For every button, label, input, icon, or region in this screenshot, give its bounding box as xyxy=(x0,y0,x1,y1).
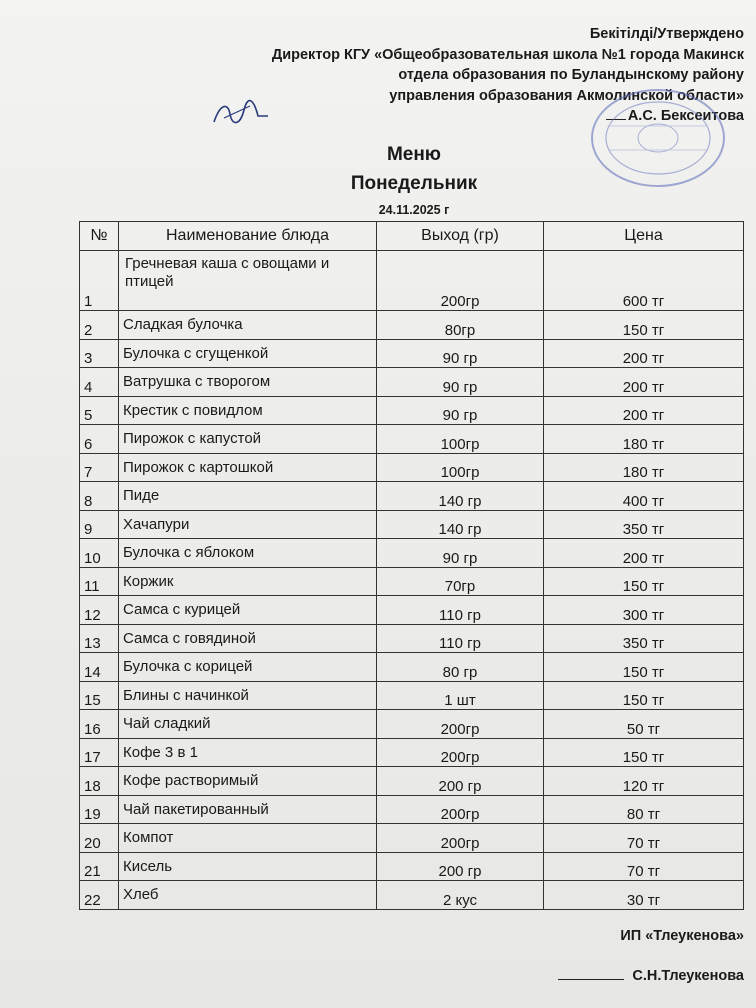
row-number: 11 xyxy=(80,567,119,596)
dish-name: Коржик xyxy=(119,567,377,596)
table-row xyxy=(80,852,744,881)
portion-size: 200гр xyxy=(377,795,544,824)
dish-name: Сладкая булочка xyxy=(119,311,377,340)
dish-name: Кофе растворимый xyxy=(119,767,377,796)
row-number: 9 xyxy=(80,510,119,539)
table-row xyxy=(80,510,744,539)
dish-name: Пирожок с капустой xyxy=(119,425,377,454)
dish-name: Кофе 3 в 1 xyxy=(119,738,377,767)
row-number: 1 xyxy=(80,251,119,311)
header-portion: Выход (гр) xyxy=(377,222,544,251)
table-row xyxy=(80,368,744,397)
row-number: 8 xyxy=(80,482,119,511)
table-row xyxy=(80,795,744,824)
table-row xyxy=(80,738,744,767)
portion-size: 200 гр xyxy=(377,852,544,881)
table-row xyxy=(80,624,744,653)
table-row xyxy=(80,453,744,482)
table-row xyxy=(80,681,744,710)
row-number: 21 xyxy=(80,852,119,881)
table-row xyxy=(80,767,744,796)
dish-name: Гречневая каша с овощами и птицей xyxy=(119,251,377,311)
dish-name: Компот xyxy=(119,824,377,853)
portion-size: 90 гр xyxy=(377,396,544,425)
portion-size: 90 гр xyxy=(377,339,544,368)
price: 120 тг xyxy=(544,767,744,796)
table-header-row xyxy=(80,222,744,251)
portion-size: 200гр xyxy=(377,738,544,767)
dish-name: Хлеб xyxy=(119,881,377,910)
row-number: 7 xyxy=(80,453,119,482)
row-number: 10 xyxy=(80,539,119,568)
price: 200 тг xyxy=(544,368,744,397)
menu-table xyxy=(79,221,744,910)
price: 600 тг xyxy=(544,251,744,311)
portion-size: 200гр xyxy=(377,251,544,311)
table-row xyxy=(80,311,744,340)
row-number: 5 xyxy=(80,396,119,425)
menu-title: Меню xyxy=(386,144,442,165)
table-row xyxy=(80,824,744,853)
portion-size: 140 гр xyxy=(377,482,544,511)
price: 350 тг xyxy=(544,624,744,653)
dish-name: Булочка с корицей xyxy=(119,653,377,682)
row-number: 13 xyxy=(80,624,119,653)
portion-size: 80гр xyxy=(377,311,544,340)
table-row xyxy=(80,653,744,682)
price: 70 тг xyxy=(544,824,744,853)
portion-size: 110 гр xyxy=(377,596,544,625)
table-row xyxy=(80,596,744,625)
footer-company: ИП «Тлеукенова» xyxy=(620,928,744,944)
price: 30 тг xyxy=(544,881,744,910)
price: 400 тг xyxy=(544,482,744,511)
dish-name: Самса с говядиной xyxy=(119,624,377,653)
dish-name: Булочка с яблоком xyxy=(119,539,377,568)
price: 50 тг xyxy=(544,710,744,739)
price: 200 тг xyxy=(544,396,744,425)
approved-label: Бекітілді/Утверждено xyxy=(589,26,744,42)
price: 150 тг xyxy=(544,681,744,710)
row-number: 22 xyxy=(80,881,119,910)
portion-size: 100гр xyxy=(377,453,544,482)
table-row xyxy=(80,881,744,910)
table-row xyxy=(80,339,744,368)
price: 150 тг xyxy=(544,311,744,340)
price: 70 тг xyxy=(544,852,744,881)
footer-signatory: С.Н.Тлеукенова xyxy=(632,968,744,984)
row-number: 3 xyxy=(80,339,119,368)
table-row xyxy=(80,251,744,311)
portion-size: 1 шт xyxy=(377,681,544,710)
dish-name: Блины с начинкой xyxy=(119,681,377,710)
table-row xyxy=(80,710,744,739)
price: 150 тг xyxy=(544,738,744,767)
dish-name: Чай пакетированный xyxy=(119,795,377,824)
footer-signature-row xyxy=(558,968,744,984)
approval-signatory: А.С. Бексеитова xyxy=(627,108,744,124)
row-number: 4 xyxy=(80,368,119,397)
approval-org-line-2: отдела образования по Буландынскому району xyxy=(398,67,744,83)
row-number: 15 xyxy=(80,681,119,710)
table-row xyxy=(80,425,744,454)
table-row xyxy=(80,567,744,596)
header-price: Цена xyxy=(544,222,744,251)
price: 150 тг xyxy=(544,567,744,596)
table-row xyxy=(80,396,744,425)
portion-size: 90 гр xyxy=(377,539,544,568)
table-row xyxy=(80,482,744,511)
table-row xyxy=(80,539,744,568)
menu-date: 24.11.2025 г xyxy=(378,203,450,217)
header-number: № xyxy=(80,222,119,251)
row-number: 2 xyxy=(80,311,119,340)
price: 180 тг xyxy=(544,425,744,454)
row-number: 12 xyxy=(80,596,119,625)
dish-name: Пирожок с картошкой xyxy=(119,453,377,482)
approval-org-line-1: Директор КГУ «Общеобразовательная школа №1 города Макинск xyxy=(271,46,744,63)
portion-size: 80 гр xyxy=(377,653,544,682)
handwritten-signature xyxy=(210,98,270,128)
price: 200 тг xyxy=(544,339,744,368)
dish-name: Пиде xyxy=(119,482,377,511)
portion-size: 110 гр xyxy=(377,624,544,653)
header-dish-name: Наименование блюда xyxy=(119,222,377,251)
dish-name: Хачапури xyxy=(119,510,377,539)
price: 180 тг xyxy=(544,453,744,482)
portion-size: 100гр xyxy=(377,425,544,454)
dish-name: Чай сладкий xyxy=(119,710,377,739)
row-number: 16 xyxy=(80,710,119,739)
approval-org-line-3: управления образования Акмолинской области» xyxy=(389,87,744,104)
dish-name: Булочка с сгущенкой xyxy=(119,339,377,368)
portion-size: 140 гр xyxy=(377,510,544,539)
portion-size: 200гр xyxy=(377,824,544,853)
row-number: 6 xyxy=(80,425,119,454)
portion-size: 90 гр xyxy=(377,368,544,397)
portion-size: 70гр xyxy=(377,567,544,596)
dish-name: Крестик с повидлом xyxy=(119,396,377,425)
row-number: 20 xyxy=(80,824,119,853)
menu-day: Понедельник xyxy=(350,173,478,194)
price: 350 тг xyxy=(544,510,744,539)
portion-size: 200 гр xyxy=(377,767,544,796)
row-number: 14 xyxy=(80,653,119,682)
price: 200 тг xyxy=(544,539,744,568)
row-number: 18 xyxy=(80,767,119,796)
row-number: 19 xyxy=(80,795,119,824)
portion-size: 2 кус xyxy=(377,881,544,910)
price: 80 тг xyxy=(544,795,744,824)
dish-name: Самса с курицей xyxy=(119,596,377,625)
dish-name: Ватрушка с творогом xyxy=(119,368,377,397)
signature-line xyxy=(558,979,624,980)
row-number: 17 xyxy=(80,738,119,767)
price: 150 тг xyxy=(544,653,744,682)
price: 300 тг xyxy=(544,596,744,625)
portion-size: 200гр xyxy=(377,710,544,739)
dish-name: Кисель xyxy=(119,852,377,881)
